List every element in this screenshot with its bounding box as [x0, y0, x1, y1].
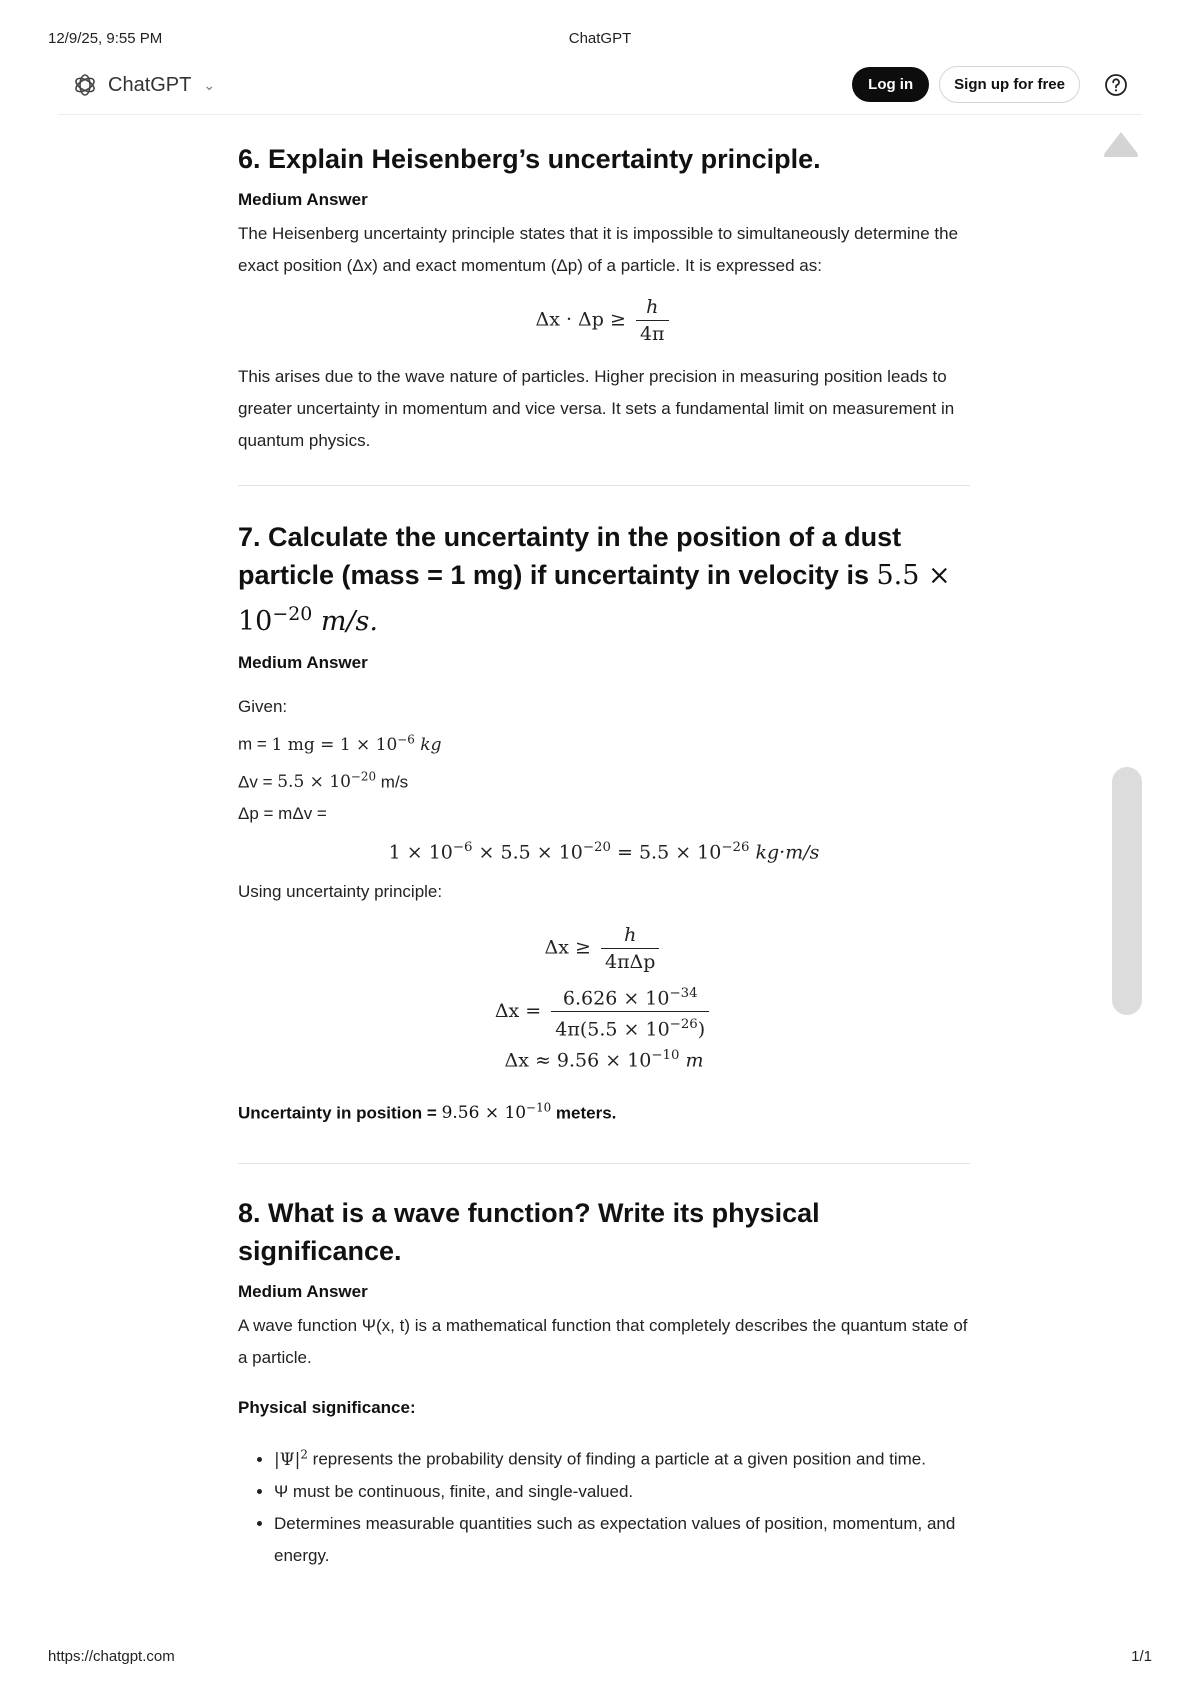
given-mass-unit: kg [420, 734, 442, 755]
eq3-den-exp: −26 [669, 1016, 698, 1032]
title-math-exp: −20 [272, 603, 313, 625]
list-item: • Determines measurable quantities such as expectation values of position, momentum, and energy. [274, 1508, 970, 1572]
question-6-explanation: This arises due to the wave nature of particles. Higher precision in measuring position leads to greater uncertainty in momentum and vice versa. It sets a fundamental limit on measurement in quantum physics. [238, 367, 955, 450]
help-icon[interactable] [1104, 73, 1128, 97]
eq4-exp: −10 [651, 1048, 680, 1064]
given-label: Given: [238, 697, 288, 716]
result-math [441, 1100, 552, 1124]
eq1-a: 1 × 10 [388, 841, 453, 864]
momentum-equation [238, 840, 970, 863]
login-button[interactable]: Log in [852, 67, 929, 102]
eq-lhs: Δx · Δp ≥ [535, 308, 626, 331]
print-title: ChatGPT [568, 30, 632, 47]
given-velocity-math [277, 769, 377, 793]
title-math-base: 5.5 × 10 [238, 560, 951, 637]
eq-denominator: 4π [639, 323, 665, 345]
eq1-c-exp: −26 [721, 840, 750, 856]
psi-abs: |Ψ| [274, 1449, 301, 1470]
brand-name: ChatGPT [108, 73, 192, 96]
result-exp: −10 [526, 1100, 552, 1115]
eq3-num-base: 6.626 × 10 [562, 986, 670, 1009]
eq3-num-exp: −34 [669, 985, 698, 1001]
given-mass-value: 1 mg = 1 × 10 [271, 734, 398, 755]
question-7-title-text: 7. Calculate the uncertainty in the position of a dust particle (mass = 1 mg) if uncertainty in velocity is [238, 522, 902, 590]
question-8 [238, 1194, 970, 1572]
print-header [48, 30, 1152, 50]
eq3-den-base: 4π(5.5 × 10 [555, 1018, 670, 1041]
eq3-numerator [551, 981, 709, 1012]
given-velocity-exp: −20 [350, 769, 377, 784]
eq-numerator: h [636, 294, 669, 321]
eq1-c: = 5.5 × 10 [610, 841, 722, 864]
given-velocity-prefix: Δv = [238, 772, 278, 792]
divider [238, 1163, 970, 1164]
given-momentum: Δp = mΔv = [238, 804, 327, 824]
question-8-definition: A wave function Ψ(x, t) is a mathematical function that completely describes the quantum state of a particle. [238, 1316, 968, 1368]
psi-exp: 2 [300, 1447, 308, 1462]
significance-list [238, 1438, 970, 1572]
eq4-base: Δx ≈ 9.56 × 10 [504, 1049, 652, 1072]
position-substitution [238, 981, 970, 1043]
model-selector[interactable] [72, 72, 215, 98]
given-mass-math [271, 732, 442, 755]
given-mass-exp: −6 [397, 732, 415, 746]
given-velocity-value: 5.5 × 10 [277, 772, 351, 793]
question-7-title [238, 518, 970, 641]
given-mass [238, 723, 970, 761]
position-inequality [238, 922, 970, 975]
question-7 [238, 518, 970, 1129]
top-bar [58, 62, 1142, 115]
question-6-tag: Medium Answer [238, 190, 368, 209]
title-math-unit: m/s. [320, 606, 378, 637]
result-prefix: Uncertainty in position = [238, 1103, 442, 1123]
eq1-unit: kg·m/s [749, 841, 820, 864]
print-page-number: 1/1 [1131, 1648, 1152, 1665]
print-date: 12/9/25, 9:55 PM [48, 30, 163, 47]
eq1-b-exp: −20 [582, 840, 611, 856]
uncertainty-equation [238, 294, 970, 347]
signup-button[interactable]: Sign up for free [939, 66, 1080, 103]
eq3-den-close: ) [697, 1018, 706, 1041]
eq4-unit: m [679, 1049, 704, 1072]
eq1-a-exp: −6 [452, 840, 473, 856]
question-8-tag: Medium Answer [238, 1282, 368, 1302]
eq2-lhs: Δx ≥ [544, 936, 591, 959]
psi-squared [274, 1447, 308, 1470]
divider [238, 485, 970, 486]
scrollbar-thumb[interactable] [1112, 767, 1142, 1015]
given-mass-prefix: m = [238, 734, 272, 754]
question-8-title: 8. What is a wave function? Write its physical significance. [238, 1198, 820, 1267]
using-principle-label: Using uncertainty principle: [238, 881, 443, 901]
list-item: • Ψ must be continuous, finite, and single-valued. [274, 1476, 970, 1508]
result-suffix: meters. [551, 1103, 617, 1123]
question-7-result [238, 1092, 970, 1130]
list-item [274, 1438, 970, 1476]
conversation-content [238, 140, 970, 1572]
question-6 [238, 140, 970, 457]
eq2-numerator: h [601, 922, 659, 949]
eq2-denominator: 4πΔp [604, 950, 656, 973]
openai-logo-icon [72, 72, 98, 98]
list-item-text: represents the probability density of finding a particle at a given position and time. [307, 1449, 926, 1469]
print-footer [48, 1648, 1152, 1668]
print-url: https://chatgpt.com [48, 1648, 175, 1665]
position-result-equation [238, 1048, 970, 1071]
question-7-tag: Medium Answer [238, 653, 368, 672]
given-velocity-unit: m/s [376, 772, 409, 792]
question-6-intro: The Heisenberg uncertainty principle states that it is impossible to simultaneously determine the exact position (Δx) and exact momentum (Δp) of a particle. It is expressed as: [238, 224, 959, 275]
eq1-b: × 5.5 × 10 [472, 841, 583, 864]
question-6-title: 6. Explain Heisenberg’s uncertainty principle. [238, 144, 821, 174]
scroll-up-icon[interactable] [1104, 132, 1138, 154]
chevron-down-icon: ⌄ [203, 76, 216, 93]
eq3-lhs: Δx = [494, 999, 542, 1022]
significance-label: Physical significance: [238, 1398, 416, 1418]
eq3-denominator [551, 1012, 709, 1042]
result-value: 9.56 × 10 [441, 1103, 527, 1124]
given-velocity [238, 761, 970, 799]
